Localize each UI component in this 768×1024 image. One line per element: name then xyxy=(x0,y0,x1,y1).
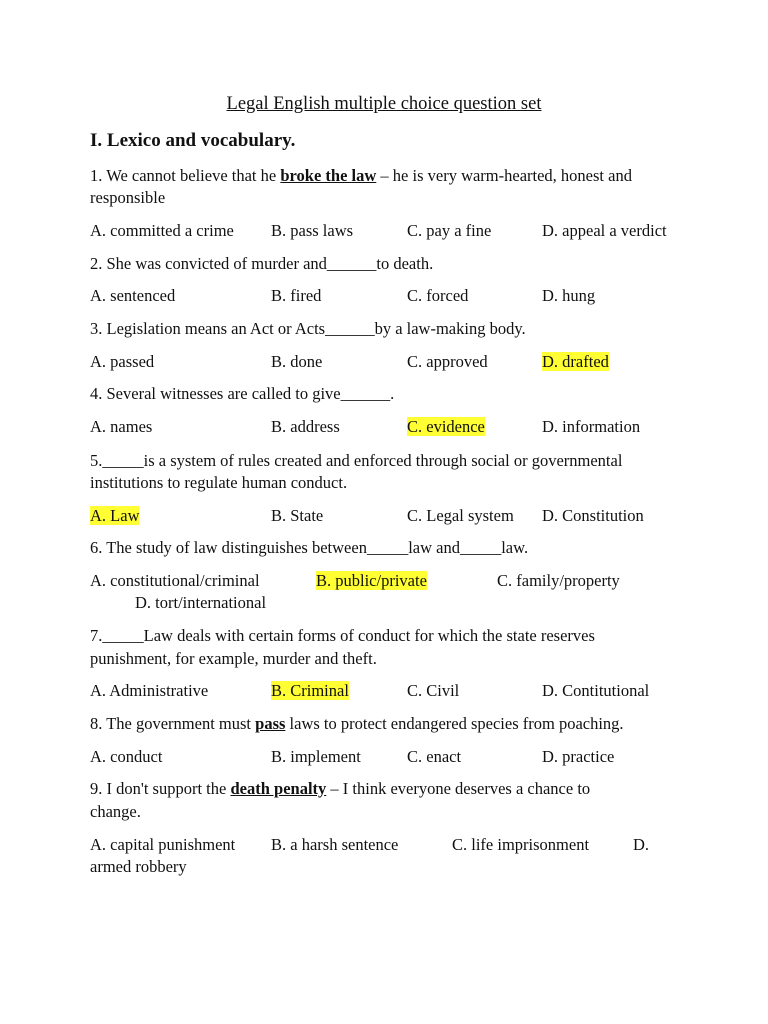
question-5-option-a xyxy=(90,505,139,527)
option-label: A. passed xyxy=(90,352,155,371)
question-8-option-d xyxy=(542,746,614,768)
option-label: C. Legal system xyxy=(407,506,514,525)
option-label: B. address xyxy=(271,417,340,436)
question-8-line-1 xyxy=(90,713,624,735)
option-label: C. Civil xyxy=(407,681,460,700)
question-1-option-b xyxy=(271,220,353,242)
question-keyword: broke the law xyxy=(280,166,377,185)
question-3-line-1 xyxy=(90,318,526,340)
option-label: B. implement xyxy=(271,747,361,766)
question-4-option-a xyxy=(90,416,152,438)
question-keyword: pass xyxy=(255,714,286,733)
question-7-option-a xyxy=(90,680,208,702)
question-text: laws to protect endangered species from poaching. xyxy=(285,714,624,733)
question-1-option-d xyxy=(542,220,667,242)
question-text: 8. The government must xyxy=(90,714,256,733)
option-label: D. practice xyxy=(542,747,615,766)
option-label: D. Contitutional xyxy=(542,681,650,700)
question-3-option-a xyxy=(90,351,154,373)
option-label: B. State xyxy=(271,506,324,525)
option-label: A. Law xyxy=(90,506,140,525)
question-keyword: death penalty xyxy=(230,779,327,798)
question-1-option-a xyxy=(90,220,234,242)
option-label: D. hung xyxy=(542,286,596,305)
question-8-option-c xyxy=(407,746,461,768)
question-6-option-b xyxy=(316,570,427,592)
option-label: C. evidence xyxy=(407,417,485,436)
question-5-option-b xyxy=(271,505,323,527)
question-3-option-b xyxy=(271,351,322,373)
question-6-option-a xyxy=(90,570,260,592)
question-6-line-1 xyxy=(90,537,528,559)
option-label: C. pay a fine xyxy=(407,221,492,240)
question-8-option-b xyxy=(271,746,361,768)
option-label: D. drafted xyxy=(542,352,609,371)
option-label: D. Constitution xyxy=(542,506,644,525)
question-4-option-d xyxy=(542,416,640,438)
option-label: D. xyxy=(633,835,650,854)
question-1-line-1 xyxy=(90,165,632,187)
question-7-option-d xyxy=(542,680,649,702)
option-label: B. a harsh sentence xyxy=(271,835,399,854)
question-text: 3. Legislation means an Act or Acts______by a law-making body. xyxy=(90,319,526,338)
question-text: – I think everyone deserves a chance to xyxy=(326,779,591,798)
question-8-option-a xyxy=(90,746,162,768)
question-5-line-1 xyxy=(90,450,622,472)
question-text: 2. She was convicted of murder and______to death. xyxy=(90,254,434,273)
option-label: C. enact xyxy=(407,747,462,766)
question-7-option-c xyxy=(407,680,459,702)
option-label: B. Criminal xyxy=(271,681,349,700)
option-label: A. committed a crime xyxy=(90,221,234,240)
option-label: B. fired xyxy=(271,286,322,305)
question-text: institutions to regulate human conduct. xyxy=(90,473,348,492)
question-2-line-1 xyxy=(90,253,433,275)
option-label: A. Administrative xyxy=(90,681,209,700)
question-3-option-d xyxy=(542,351,609,373)
option-label: B. done xyxy=(271,352,323,371)
document-title: Legal English multiple choice question set xyxy=(226,94,542,114)
question-text: 4. Several witnesses are called to give______. xyxy=(90,384,395,403)
question-5-line-2 xyxy=(90,472,347,494)
option-label: B. public/private xyxy=(316,571,427,590)
question-text: responsible xyxy=(90,188,166,207)
option-label: C. forced xyxy=(407,286,469,305)
option-label: C. approved xyxy=(407,352,488,371)
question-text: 7._____Law deals with certain forms of conduct for which the state reserves xyxy=(90,626,595,645)
question-9-line-2 xyxy=(90,801,141,823)
question-9-option-a xyxy=(90,834,235,856)
question-text: – he is very warm-hearted, honest and xyxy=(376,166,632,185)
question-text: 5._____is a system of rules created and enforced through social or governmental xyxy=(90,451,623,470)
question-7-option-b xyxy=(271,680,349,702)
option-label: D. tort/international xyxy=(135,593,267,612)
question-9-option-b xyxy=(271,834,398,856)
question-9-line-1 xyxy=(90,778,590,800)
question-4-option-c xyxy=(407,416,485,438)
question-6-option-d xyxy=(135,592,266,614)
question-2-option-c xyxy=(407,285,468,307)
question-2-option-b xyxy=(271,285,321,307)
option-label: A. capital punishment xyxy=(90,835,236,854)
option-label: D. appeal a verdict xyxy=(542,221,667,240)
option-label: B. pass laws xyxy=(271,221,354,240)
question-9-option-c xyxy=(452,834,589,856)
question-text: 9. I don't support the xyxy=(90,779,231,798)
question-text: punishment, for example, murder and theft. xyxy=(90,649,377,668)
question-4-option-b xyxy=(271,416,340,438)
option-label: D. information xyxy=(542,417,641,436)
question-text: change. xyxy=(90,802,141,821)
section-heading: I. Lexico and vocabulary. xyxy=(90,130,296,151)
option-label: A. sentenced xyxy=(90,286,176,305)
question-7-line-2 xyxy=(90,648,377,670)
option-label: C. life imprisonment xyxy=(452,835,590,854)
question-6-option-c xyxy=(497,570,620,592)
question-text: 6. The study of law distinguishes between_____law and_____law. xyxy=(90,538,529,557)
option-label: A. constitutional/criminal xyxy=(90,571,260,590)
question-text: 1. We cannot believe that he xyxy=(90,166,281,185)
question-2-option-a xyxy=(90,285,175,307)
question-7-line-1 xyxy=(90,625,595,647)
option-label: A. conduct xyxy=(90,747,163,766)
question-9-option-d xyxy=(633,834,649,856)
question-5-option-d xyxy=(542,505,644,527)
question-1-line-2 xyxy=(90,187,165,209)
question-2-option-d xyxy=(542,285,595,307)
question-9-option-d-continued: armed robbery xyxy=(90,857,187,876)
option-label: C. family/property xyxy=(497,571,620,590)
question-5-option-c xyxy=(407,505,514,527)
question-4-line-1 xyxy=(90,383,394,405)
option-label: A. names xyxy=(90,417,153,436)
question-3-option-c xyxy=(407,351,488,373)
question-1-option-c xyxy=(407,220,491,242)
